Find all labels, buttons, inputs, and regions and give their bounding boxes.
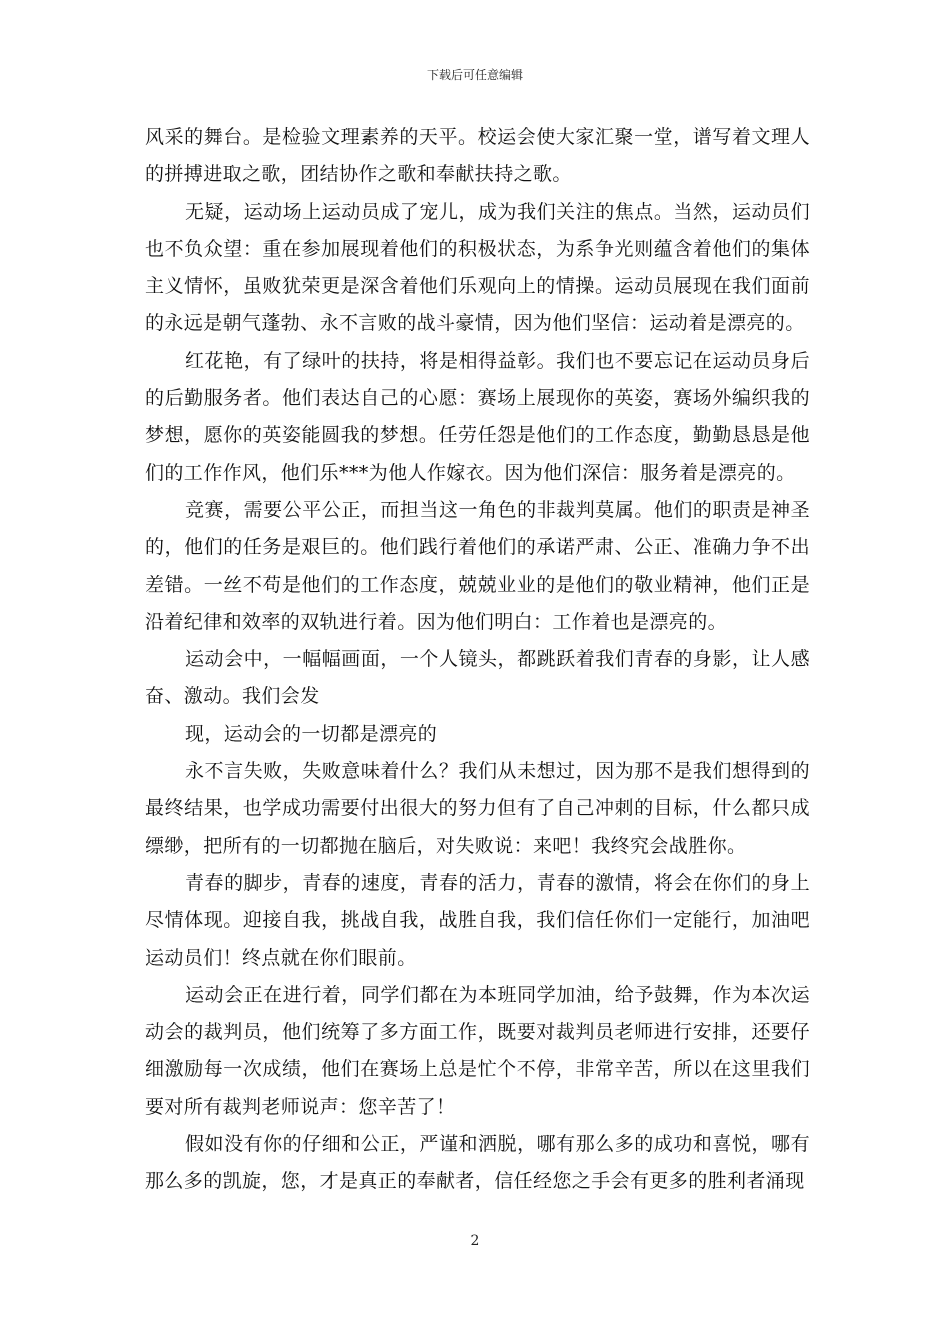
paragraph-fragment: 现，运动会的一切都是漂亮的	[185, 722, 438, 745]
paragraph-never-fail: 永不言失败，失败意味着什么？我们从未想过，因为那不是我们想得到的最终结果，也学成功需要付出很大的努力但有了自己冲刺的目标，什么都只成缥缈，把所有的一切都抛在脑后，对失败说：来吧！我终究会战胜你。	[145, 760, 810, 857]
paragraph-dedication: 假如没有你的仔细和公正，严谨和洒脱，哪有那么多的成功和喜悦，哪有那么多的凯旋，您，才是真正的奉献者，信任经您之手会有更多的胜利者涌现	[145, 1133, 810, 1193]
paragraph-continuation: 风采的舞台。是检验文理素养的天平。校运会使大家汇聚一堂，谱写着文理人的拼搏进取之歌，团结协作之歌和奉献扶持之歌。	[145, 126, 810, 186]
paragraph-athletes: 无疑，运动场上运动员成了宠儿，成为我们关注的焦点。当然，运动员们也不负众望：重在参加展现着他们的积极状态，为系争光则蕴含着他们的集体主义情怀，虽败犹荣更是深含着他们乐观向上的情操。运动员展现在我们面前的永远是朝气蓬勃、永不言败的战斗豪情，因为他们坚信：运动着是漂亮的。	[145, 200, 810, 335]
paragraph-referees: 竞赛，需要公平公正，而担当这一角色的非裁判莫属。他们的职责是神圣的，他们的任务是艰巨的。他们践行着他们的承诺严肃、公正、准确力争不出差错。一丝不苟是他们的工作态度，兢兢业业的是他们的敬业精神，他们正是沿着纪律和效率的双轨进行着。因为他们明白：工作着也是漂亮的。	[145, 498, 810, 633]
document-body	[145, 119, 810, 1201]
page-header: 下载后可任意编辑	[426, 68, 523, 82]
paragraph-youth-steps: 青春的脚步，青春的速度，青春的活力，青春的激情，将会在你们的身上尽情体现。迎接自我，挑战自我，战胜自我，我们信任你们一定能行，加油吧运动员们！终点就在你们眼前。	[145, 871, 810, 969]
paragraph-logistics: 红花艳，有了绿叶的扶持，将是相得益彰。我们也不要忘记在运动员身后的后勤服务者。他们表达自己的心愿：赛场上展现你的英姿，赛场外编织我的梦想，愿你的英姿能圆我的梦想。任劳任怨是他们的工作态度，勤勤恳恳是他们的工作作风，他们乐***为他人作嫁衣。因为他们深信：服务着是漂亮的。	[145, 349, 810, 484]
page-number: 2	[470, 1233, 480, 1249]
paragraph-youth-images: 运动会中，一幅幅画面，一个人镜头，都跳跃着我们青春的身影，让人感奋、激动。我们会发	[145, 648, 810, 708]
paragraph-referee-thanks: 运动会正在进行着，同学们都在为本班同学加油，给予鼓舞，作为本次运动会的裁判员，他们统筹了多方面工作，既要对裁判员老师进行安排，还要仔细激励每一次成绩，他们在赛场上总是忙个不停，非常辛苦，所以在这里我们要对所有裁判老师说声：您辛苦了！	[145, 983, 810, 1118]
